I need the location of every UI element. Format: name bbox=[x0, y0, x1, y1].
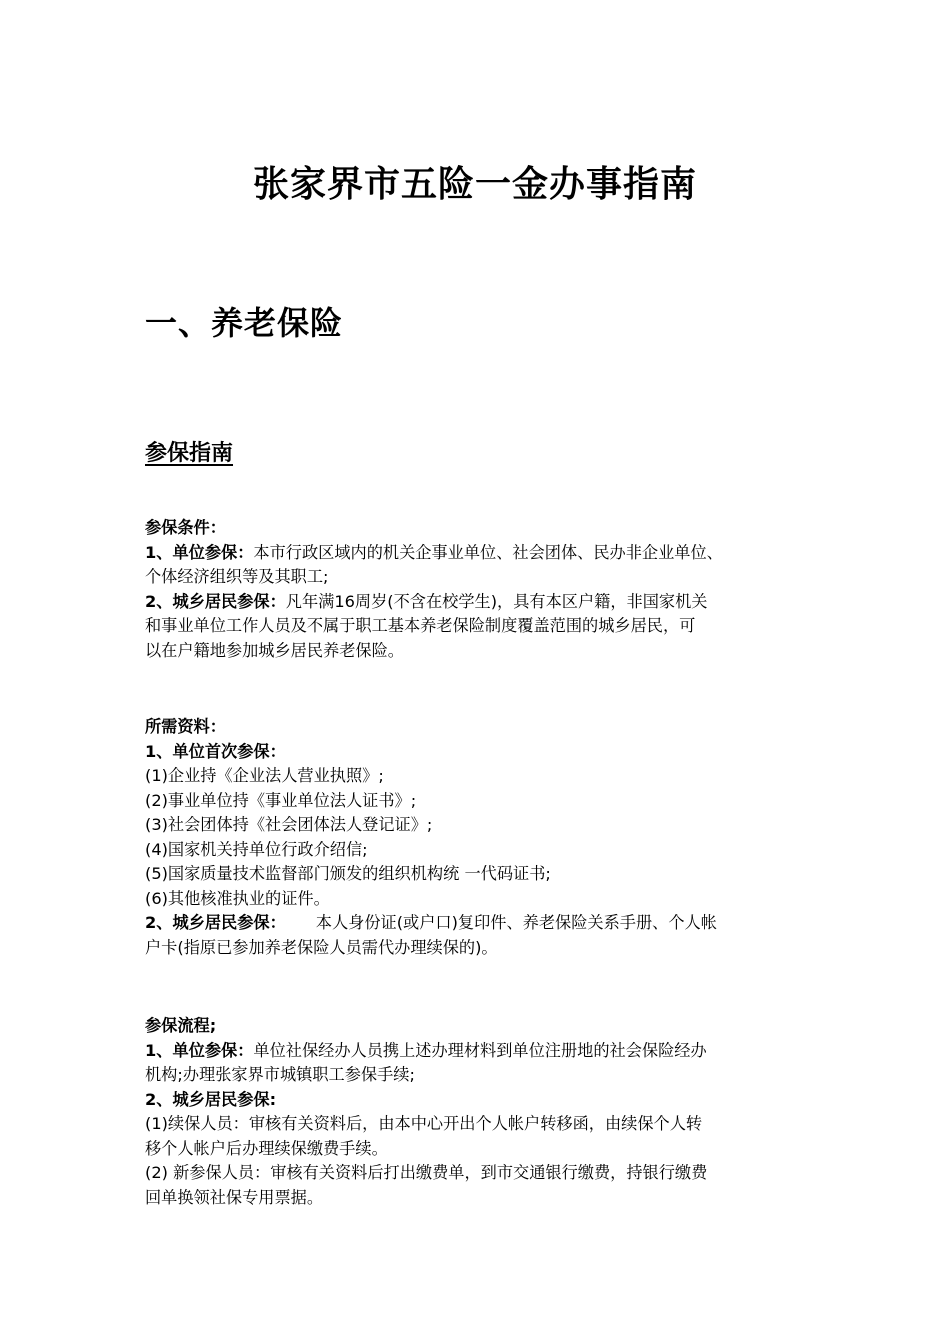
materials-sub-6: (6)其他核准执业的证件。 bbox=[145, 888, 330, 908]
conditions-item-2 bbox=[145, 590, 825, 615]
materials-item-1-label: 1、单位首次参保： bbox=[145, 741, 286, 761]
conditions-item-2-cont: 和事业单位工作人员及不属于职工基本养老保险制度覆盖范围的城乡居民，可 bbox=[145, 616, 696, 635]
conditions-item-2-text: 凡年满16周岁(不含在校学生)，具有本区户籍，非国家机关 bbox=[285, 591, 708, 611]
materials-item-2-text: 本人身份证(或户口)复印件、养老保险关系手册、个人帐 bbox=[315, 913, 717, 932]
process-sub-1: (1)续保人员：审核有关资料后，由本中心开出个人帐户转移函，由续保个人转 bbox=[145, 1114, 703, 1133]
subsection-heading: 参保指南 bbox=[145, 441, 234, 466]
materials-heading: 所需资料： bbox=[145, 717, 226, 736]
conditions-item-2-cont2: 以在户籍地参加城乡居民养老保险。 bbox=[145, 640, 404, 660]
conditions-item-1-text: 本市行政区域内的机关企事业单位、社会团体、民办非企业单位、 bbox=[253, 542, 723, 562]
process-item-1-text: 单位社保经办人员携上述办理材料到单位注册地的社会保险经办 bbox=[253, 1040, 707, 1060]
materials-item-2-cont: 户卡(指原已参加养老保险人员需代办理续保的)。 bbox=[145, 937, 498, 957]
process-sub-1-cont: 移个人帐户后办理续保缴费手续。 bbox=[145, 1138, 388, 1158]
conditions-block bbox=[145, 516, 825, 663]
conditions-item-1 bbox=[145, 541, 825, 566]
materials-sub-4: (4)国家机关持单位行政介绍信; bbox=[145, 839, 368, 859]
process-sub-2-cont: 回单换领社保专用票据。 bbox=[145, 1187, 324, 1207]
materials-sub-1: (1)企业持《企业法人营业执照》; bbox=[145, 766, 384, 785]
process-item-2-label: 2、城乡居民参保: bbox=[145, 1089, 277, 1109]
process-block bbox=[145, 1014, 825, 1210]
conditions-heading: 参保条件： bbox=[145, 518, 226, 537]
materials-sub-5: (5)国家质量技术监督部门颁发的组织机构统 一代码证书; bbox=[145, 864, 551, 883]
process-item-1-cont: 机构;办理张家界市城镇职工参保手续; bbox=[145, 1065, 415, 1084]
process-item-1-label: 1、单位参保： bbox=[145, 1040, 254, 1060]
document-title: 张家界市五险一金办事指南 bbox=[252, 164, 697, 205]
conditions-item-1-cont: 个体经济组织等及其职工; bbox=[145, 567, 329, 586]
materials-sub-3: (3)社会团体持《社会团体法人登记证》; bbox=[145, 815, 433, 834]
process-sub-2: (2) 新参保人员：审核有关资料后打出缴费单，到市交通银行缴费，持银行缴费 bbox=[145, 1163, 708, 1182]
materials-item-2-label: 2、城乡居民参保： bbox=[145, 913, 286, 932]
section-heading: 一、养老保险 bbox=[145, 304, 344, 342]
process-heading: 参保流程; bbox=[145, 1016, 217, 1035]
conditions-item-2-label: 2、城乡居民参保： bbox=[145, 591, 286, 611]
process-item-1 bbox=[145, 1039, 825, 1064]
materials-item-2 bbox=[145, 911, 825, 936]
materials-block bbox=[145, 715, 825, 960]
conditions-item-1-label: 1、单位参保： bbox=[145, 542, 254, 562]
materials-sub-2: (2)事业单位持《事业单位法人证书》; bbox=[145, 790, 417, 810]
